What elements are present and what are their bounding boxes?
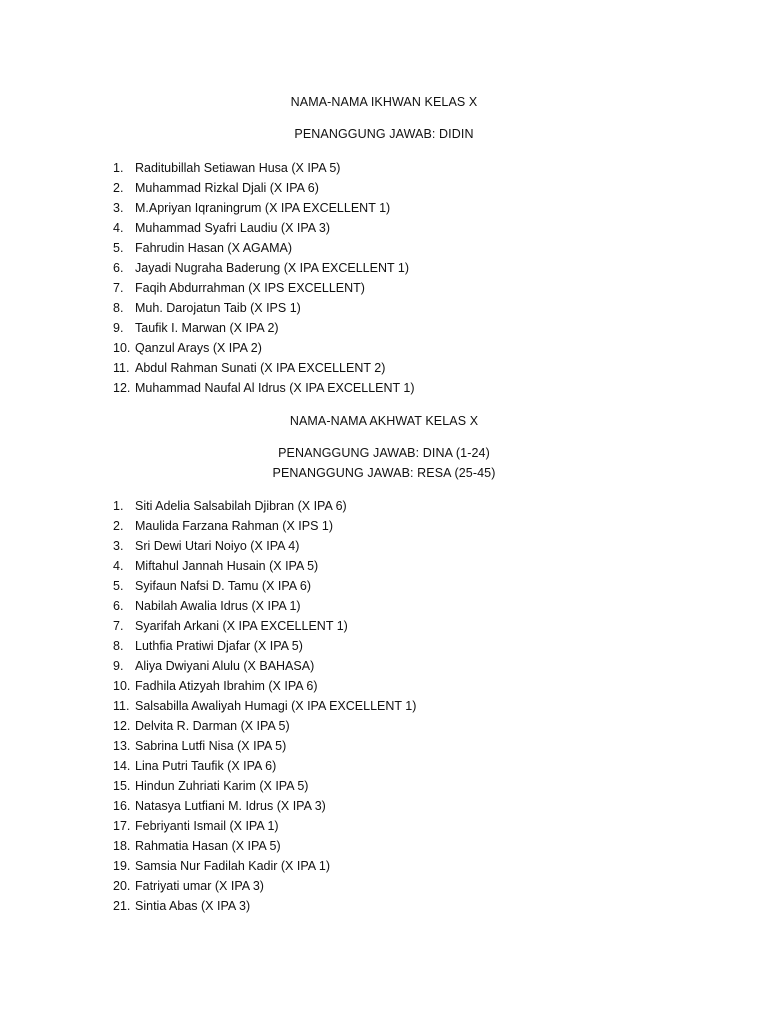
list-item bbox=[113, 836, 416, 856]
ikhwan-pj: PENANGGUNG JAWAB: DIDIN bbox=[294, 127, 474, 141]
list-item bbox=[113, 338, 415, 358]
list-item-number: 9. bbox=[113, 659, 124, 673]
list-item-name: Luthfia Pratiwi Djafar (X IPA 5) bbox=[135, 639, 303, 653]
list-item bbox=[113, 856, 416, 876]
list-item-number: 12. bbox=[113, 381, 131, 395]
list-item bbox=[113, 496, 416, 516]
list-item-number: 2. bbox=[113, 181, 124, 195]
list-item-name: Raditubillah Setiawan Husa (X IPA 5) bbox=[135, 161, 341, 175]
list-item-name: Fatriyati umar (X IPA 3) bbox=[135, 879, 264, 893]
list-item-number: 2. bbox=[113, 519, 124, 533]
list-item-name: Syarifah Arkani (X IPA EXCELLENT 1) bbox=[135, 619, 348, 633]
akhwat-list bbox=[113, 496, 416, 916]
list-item bbox=[113, 218, 415, 238]
list-item bbox=[113, 796, 416, 816]
list-item-number: 4. bbox=[113, 559, 124, 573]
list-item bbox=[113, 636, 416, 656]
list-item-name: Qanzul Arays (X IPA 2) bbox=[135, 341, 262, 355]
list-item bbox=[113, 776, 416, 796]
list-item bbox=[113, 378, 415, 398]
list-item-name: Rahmatia Hasan (X IPA 5) bbox=[135, 839, 281, 853]
list-item-name: Aliya Dwiyani Alulu (X BAHASA) bbox=[135, 659, 315, 673]
list-item-number: 5. bbox=[113, 579, 124, 593]
list-item-name: Muhammad Rizkal Djali (X IPA 6) bbox=[135, 181, 319, 195]
list-item bbox=[113, 358, 415, 378]
list-item-number: 4. bbox=[113, 221, 124, 235]
list-item bbox=[113, 576, 416, 596]
list-item-name: Muh. Darojatun Taib (X IPS 1) bbox=[135, 301, 301, 315]
list-item-number: 7. bbox=[113, 281, 124, 295]
list-item-name: Nabilah Awalia Idrus (X IPA 1) bbox=[135, 599, 301, 613]
list-item bbox=[113, 616, 416, 636]
list-item-number: 1. bbox=[113, 499, 124, 513]
list-item bbox=[113, 536, 416, 556]
akhwat-title: NAMA-NAMA AKHWAT KELAS X bbox=[289, 414, 479, 428]
list-item-number: 17. bbox=[113, 819, 131, 833]
list-item bbox=[113, 816, 416, 836]
list-item-name: Muhammad Naufal Al Idrus (X IPA EXCELLENT 1) bbox=[135, 381, 415, 395]
list-item bbox=[113, 258, 415, 278]
list-item-name: Syifaun Nafsi D. Tamu (X IPA 6) bbox=[135, 579, 311, 593]
list-item-number: 15. bbox=[113, 779, 131, 793]
list-item-name: Hindun Zuhriati Karim (X IPA 5) bbox=[135, 779, 309, 793]
list-item-number: 18. bbox=[113, 839, 131, 853]
list-item bbox=[113, 198, 415, 218]
list-item-number: 20. bbox=[113, 879, 131, 893]
list-item-name: Siti Adelia Salsabilah Djibran (X IPA 6) bbox=[135, 499, 347, 513]
list-item-number: 19. bbox=[113, 859, 131, 873]
list-item bbox=[113, 158, 415, 178]
list-item bbox=[113, 756, 416, 776]
list-item-name: Samsia Nur Fadilah Kadir (X IPA 1) bbox=[135, 859, 330, 873]
list-item-number: 7. bbox=[113, 619, 124, 633]
list-item-name: Lina Putri Taufik (X IPA 6) bbox=[135, 759, 277, 773]
akhwat-pj-1: PENANGGUNG JAWAB: DINA (1-24) bbox=[278, 446, 490, 460]
list-item-number: 11. bbox=[113, 699, 130, 713]
list-item bbox=[113, 238, 415, 258]
list-item-name: Miftahul Jannah Husain (X IPA 5) bbox=[135, 559, 319, 573]
akhwat-pj-2: PENANGGUNG JAWAB: RESA (25-45) bbox=[272, 466, 496, 480]
list-item-name: Maulida Farzana Rahman (X IPS 1) bbox=[135, 519, 334, 533]
list-item-number: 9. bbox=[113, 321, 124, 335]
list-item-name: Salsabilla Awaliyah Humagi (X IPA EXCELLENT 1) bbox=[135, 699, 417, 713]
list-item bbox=[113, 676, 416, 696]
list-item-number: 1. bbox=[113, 161, 124, 175]
list-item-number: 16. bbox=[113, 799, 131, 813]
list-item-name: Sri Dewi Utari Noiyo (X IPA 4) bbox=[135, 539, 300, 553]
list-item-number: 3. bbox=[113, 539, 124, 553]
list-item-name: Abdul Rahman Sunati (X IPA EXCELLENT 2) bbox=[135, 361, 386, 375]
list-item-number: 11. bbox=[113, 361, 130, 375]
list-item bbox=[113, 596, 416, 616]
list-item-number: 12. bbox=[113, 719, 131, 733]
list-item bbox=[113, 876, 416, 896]
list-item-number: 5. bbox=[113, 241, 124, 255]
list-item bbox=[113, 716, 416, 736]
list-item-number: 6. bbox=[113, 261, 124, 275]
list-item bbox=[113, 298, 415, 318]
list-item-name: Jayadi Nugraha Baderung (X IPA EXCELLENT 1) bbox=[135, 261, 409, 275]
list-item-name: Febriyanti Ismail (X IPA 1) bbox=[135, 819, 279, 833]
list-item-number: 13. bbox=[113, 739, 131, 753]
list-item bbox=[113, 178, 415, 198]
list-item bbox=[113, 278, 415, 298]
list-item-number: 8. bbox=[113, 639, 124, 653]
list-item-name: Fahrudin Hasan (X AGAMA) bbox=[135, 241, 293, 255]
ikhwan-list bbox=[113, 158, 415, 398]
list-item-name: Sintia Abas (X IPA 3) bbox=[135, 899, 251, 913]
list-item-number: 8. bbox=[113, 301, 124, 315]
list-item bbox=[113, 516, 416, 536]
list-item-name: Natasya Lutfiani M. Idrus (X IPA 3) bbox=[135, 799, 326, 813]
list-item-name: Faqih Abdurrahman (X IPS EXCELLENT) bbox=[135, 281, 365, 295]
list-item bbox=[113, 318, 415, 338]
list-item-number: 3. bbox=[113, 201, 124, 215]
list-item bbox=[113, 896, 416, 916]
list-item-name: Delvita R. Darman (X IPA 5) bbox=[135, 719, 290, 733]
list-item-name: Taufik I. Marwan (X IPA 2) bbox=[135, 321, 279, 335]
list-item-number: 14. bbox=[113, 759, 131, 773]
list-item-name: Muhammad Syafri Laudiu (X IPA 3) bbox=[135, 221, 330, 235]
list-item-name: Sabrina Lutfi Nisa (X IPA 5) bbox=[135, 739, 287, 753]
list-item-name: Fadhila Atizyah Ibrahim (X IPA 6) bbox=[135, 679, 318, 693]
list-item-number: 10. bbox=[113, 679, 131, 693]
ikhwan-title: NAMA-NAMA IKHWAN KELAS X bbox=[290, 95, 478, 109]
list-item bbox=[113, 656, 416, 676]
list-item bbox=[113, 736, 416, 756]
list-item bbox=[113, 556, 416, 576]
list-item-name: M.Apriyan Iqraningrum (X IPA EXCELLENT 1) bbox=[135, 201, 391, 215]
list-item bbox=[113, 696, 416, 716]
list-item-number: 6. bbox=[113, 599, 124, 613]
list-item-number: 21. bbox=[113, 899, 131, 913]
list-item-number: 10. bbox=[113, 341, 131, 355]
